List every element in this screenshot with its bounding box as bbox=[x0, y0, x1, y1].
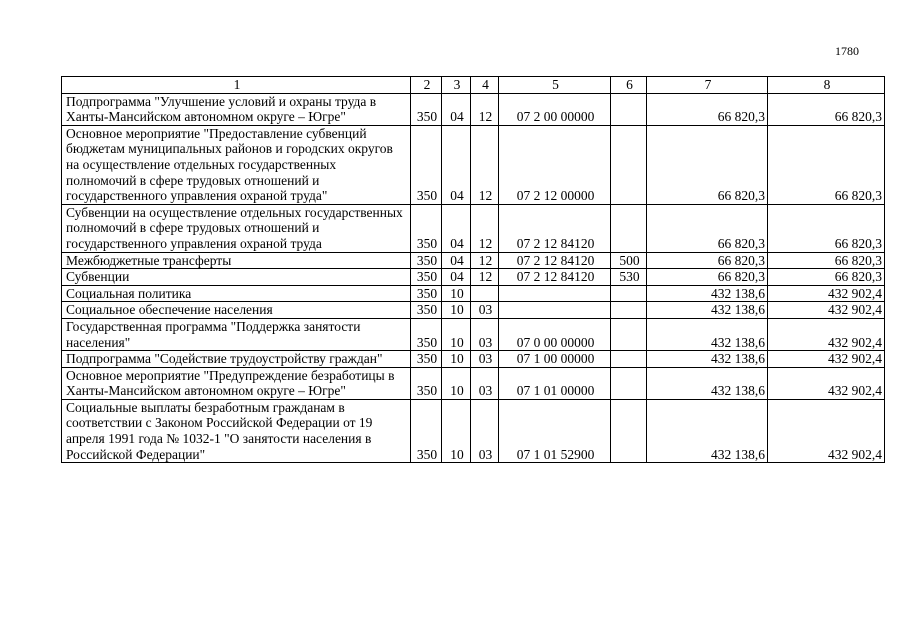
subsection-code-cell: 12 bbox=[471, 204, 499, 252]
ved-code-cell: 350 bbox=[411, 93, 442, 125]
target-article-cell bbox=[499, 285, 611, 302]
table-row bbox=[62, 399, 885, 462]
subsection-code-cell: 03 bbox=[471, 351, 499, 368]
amount-year1-cell: 432 138,6 bbox=[647, 351, 768, 368]
column-header: 3 bbox=[442, 77, 471, 94]
table-header bbox=[62, 77, 885, 94]
target-article-cell: 07 1 00 00000 bbox=[499, 351, 611, 368]
target-article-cell: 07 2 12 84120 bbox=[499, 252, 611, 269]
target-article-cell: 07 0 00 00000 bbox=[499, 318, 611, 350]
ved-code-cell: 350 bbox=[411, 125, 442, 204]
subsection-code-cell: 12 bbox=[471, 269, 499, 286]
target-article-cell: 07 1 01 00000 bbox=[499, 367, 611, 399]
table-row bbox=[62, 125, 885, 204]
ved-code-cell: 350 bbox=[411, 399, 442, 462]
section-code-cell: 10 bbox=[442, 367, 471, 399]
column-header: 2 bbox=[411, 77, 442, 94]
table-row bbox=[62, 285, 885, 302]
row-name-cell: Социальное обеспечение населения bbox=[62, 302, 411, 319]
amount-year2-cell: 432 902,4 bbox=[768, 318, 885, 350]
amount-year2-cell: 432 902,4 bbox=[768, 302, 885, 319]
expense-type-cell bbox=[611, 285, 647, 302]
ved-code-cell: 350 bbox=[411, 204, 442, 252]
subsection-code-cell: 12 bbox=[471, 125, 499, 204]
row-name-cell: Социальные выплаты безработным гражданам в соответствии с Законом Российской Федерации от 19 апреля 1991 года № 1032-1 "О занятости населения в Российской Федерации" bbox=[62, 399, 411, 462]
section-code-cell: 04 bbox=[442, 252, 471, 269]
row-name-cell: Субвенции bbox=[62, 269, 411, 286]
amount-year1-cell: 66 820,3 bbox=[647, 204, 768, 252]
column-header: 1 bbox=[62, 77, 411, 94]
amount-year2-cell: 66 820,3 bbox=[768, 204, 885, 252]
column-header: 8 bbox=[768, 77, 885, 94]
ved-code-cell: 350 bbox=[411, 285, 442, 302]
row-name-cell: Межбюджетные трансферты bbox=[62, 252, 411, 269]
table-row bbox=[62, 318, 885, 350]
subsection-code-cell: 03 bbox=[471, 367, 499, 399]
target-article-cell: 07 2 12 00000 bbox=[499, 125, 611, 204]
subsection-code-cell: 12 bbox=[471, 93, 499, 125]
amount-year2-cell: 432 902,4 bbox=[768, 351, 885, 368]
section-code-cell: 04 bbox=[442, 125, 471, 204]
amount-year1-cell: 432 138,6 bbox=[647, 367, 768, 399]
expense-type-cell bbox=[611, 302, 647, 319]
ved-code-cell: 350 bbox=[411, 351, 442, 368]
expense-type-cell: 530 bbox=[611, 269, 647, 286]
target-article-cell: 07 2 00 00000 bbox=[499, 93, 611, 125]
amount-year1-cell: 66 820,3 bbox=[647, 252, 768, 269]
section-code-cell: 10 bbox=[442, 399, 471, 462]
row-name-cell: Подпрограмма "Улучшение условий и охраны труда в Ханты-Мансийском автономном округе – Югре" bbox=[62, 93, 411, 125]
table-row bbox=[62, 252, 885, 269]
amount-year2-cell: 432 902,4 bbox=[768, 399, 885, 462]
expense-type-cell bbox=[611, 318, 647, 350]
amount-year1-cell: 432 138,6 bbox=[647, 285, 768, 302]
target-article-cell: 07 1 01 52900 bbox=[499, 399, 611, 462]
subsection-code-cell: 12 bbox=[471, 252, 499, 269]
subsection-code-cell bbox=[471, 285, 499, 302]
table-row bbox=[62, 302, 885, 319]
amount-year1-cell: 66 820,3 bbox=[647, 125, 768, 204]
row-name-cell: Основное мероприятие "Предупреждение безработицы в Ханты-Мансийском автономном округе – Югре" bbox=[62, 367, 411, 399]
row-name-cell: Социальная политика bbox=[62, 285, 411, 302]
budget-table bbox=[61, 76, 885, 463]
section-code-cell: 04 bbox=[442, 204, 471, 252]
amount-year1-cell: 432 138,6 bbox=[647, 399, 768, 462]
subsection-code-cell: 03 bbox=[471, 302, 499, 319]
subsection-code-cell: 03 bbox=[471, 399, 499, 462]
subsection-code-cell: 03 bbox=[471, 318, 499, 350]
ved-code-cell: 350 bbox=[411, 302, 442, 319]
section-code-cell: 04 bbox=[442, 93, 471, 125]
column-header: 5 bbox=[499, 77, 611, 94]
ved-code-cell: 350 bbox=[411, 318, 442, 350]
amount-year2-cell: 432 902,4 bbox=[768, 367, 885, 399]
table-row bbox=[62, 269, 885, 286]
row-name-cell: Подпрограмма "Содействие трудоустройству граждан" bbox=[62, 351, 411, 368]
ved-code-cell: 350 bbox=[411, 269, 442, 286]
target-article-cell: 07 2 12 84120 bbox=[499, 269, 611, 286]
amount-year2-cell: 66 820,3 bbox=[768, 252, 885, 269]
amount-year1-cell: 66 820,3 bbox=[647, 269, 768, 286]
expense-type-cell bbox=[611, 125, 647, 204]
expense-type-cell bbox=[611, 367, 647, 399]
section-code-cell: 10 bbox=[442, 318, 471, 350]
section-code-cell: 10 bbox=[442, 302, 471, 319]
amount-year2-cell: 66 820,3 bbox=[768, 269, 885, 286]
table-row bbox=[62, 93, 885, 125]
column-header: 7 bbox=[647, 77, 768, 94]
page-number: 1780 bbox=[835, 44, 859, 58]
table-body bbox=[62, 93, 885, 463]
section-code-cell: 10 bbox=[442, 351, 471, 368]
amount-year2-cell: 66 820,3 bbox=[768, 93, 885, 125]
table-row bbox=[62, 204, 885, 252]
target-article-cell: 07 2 12 84120 bbox=[499, 204, 611, 252]
column-header: 6 bbox=[611, 77, 647, 94]
row-name-cell: Основное мероприятие "Предоставление субвенций бюджетам муниципальных районов и городских округов на осуществление отдельных государственных полномочий в сфере трудовых отношений и государственного управления охраной труда" bbox=[62, 125, 411, 204]
amount-year1-cell: 432 138,6 bbox=[647, 302, 768, 319]
header-row bbox=[62, 77, 885, 94]
amount-year1-cell: 432 138,6 bbox=[647, 318, 768, 350]
expense-type-cell bbox=[611, 93, 647, 125]
table-row bbox=[62, 351, 885, 368]
amount-year2-cell: 432 902,4 bbox=[768, 285, 885, 302]
column-header: 4 bbox=[471, 77, 499, 94]
expense-type-cell bbox=[611, 204, 647, 252]
ved-code-cell: 350 bbox=[411, 252, 442, 269]
table-row bbox=[62, 367, 885, 399]
row-name-cell: Государственная программа "Поддержка занятости населения" bbox=[62, 318, 411, 350]
amount-year2-cell: 66 820,3 bbox=[768, 125, 885, 204]
ved-code-cell: 350 bbox=[411, 367, 442, 399]
target-article-cell bbox=[499, 302, 611, 319]
expense-type-cell bbox=[611, 351, 647, 368]
expense-type-cell bbox=[611, 399, 647, 462]
section-code-cell: 04 bbox=[442, 269, 471, 286]
amount-year1-cell: 66 820,3 bbox=[647, 93, 768, 125]
row-name-cell: Субвенции на осуществление отдельных государственных полномочий в сфере трудовых отношений и государственного управления охраной труда bbox=[62, 204, 411, 252]
expense-type-cell: 500 bbox=[611, 252, 647, 269]
section-code-cell: 10 bbox=[442, 285, 471, 302]
